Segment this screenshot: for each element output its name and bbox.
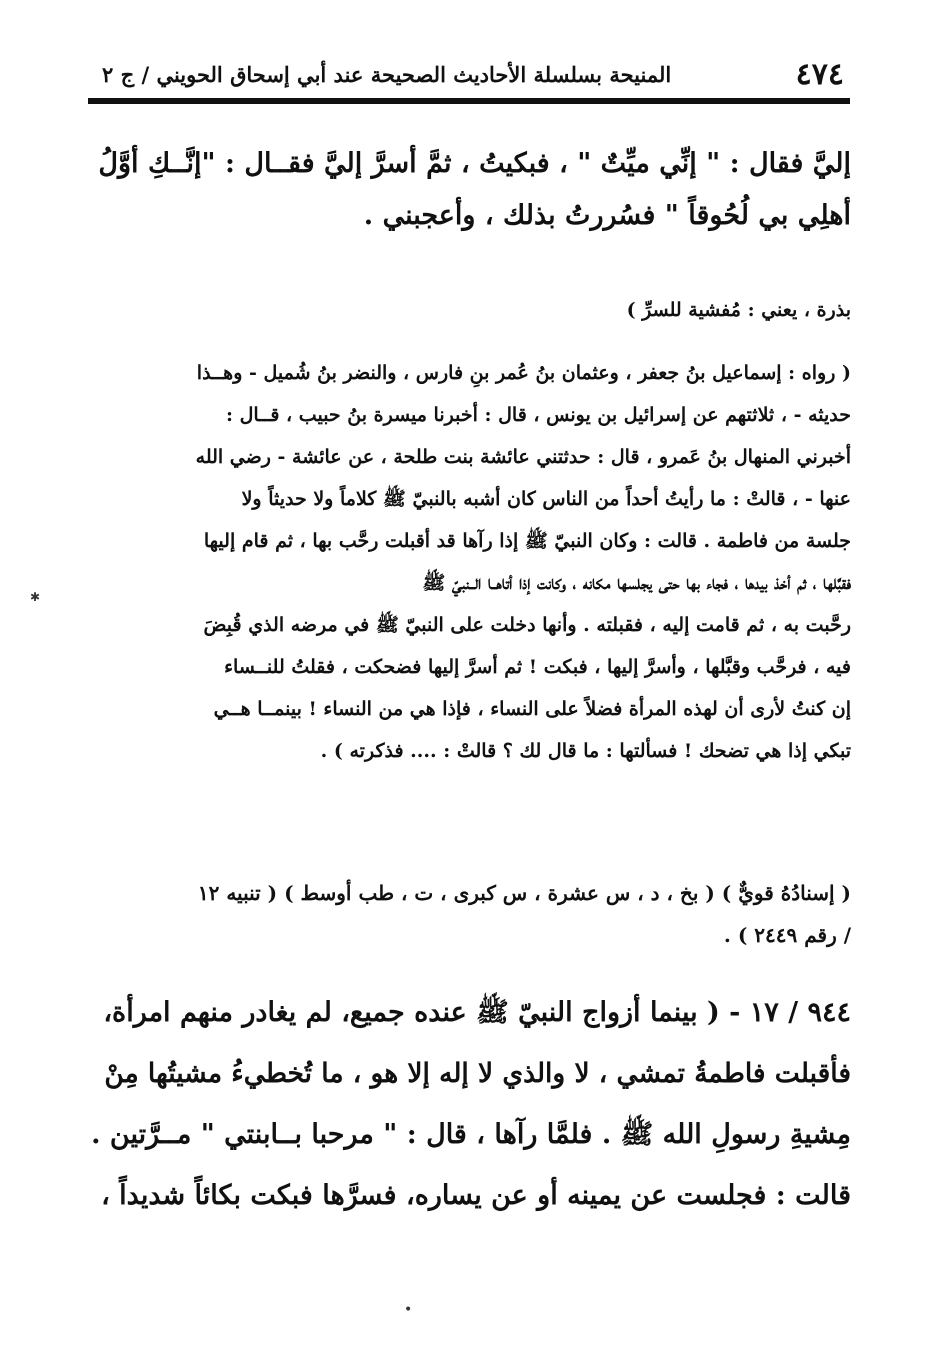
text-line: عنها - ، قالتْ : ما رأيتُ أحداً من الناس كان أشبه بالنبيّ ﷺ كلاماً ولا حديثاً ولا [241,488,851,510]
narration-block [91,352,851,772]
page-header [88,52,850,96]
text-line: جلسة من فاطمة . قالت : وكان النبيّ ﷺ إذا رآها قد أقبلت رحَّب بها ، ثم قام إليها [203,530,851,552]
text-line: حديثه - ، ثلاثتهم عن إسرائيل بن يونس ، قال : أخبرنا ميسرة بنُ حبيب ، قــال : [226,404,851,426]
text-line: ( رواه : إسماعيل بنُ جعفر ، وعثمان بنُ عُمر بنِ فارس ، والنضر بنُ شُميل - وهــذا [196,362,851,384]
scan-speck: ✱ [30,590,41,604]
page-number: ٤٧٤ [795,56,844,92]
text-line: ٩٤٤ / ١٧ - ( بينما أزواج النبيّ ﷺ عنده جميع، لم يغادر منهم امرأة، [103,997,851,1028]
text-line: ( إسنادُهُ قويٌّ ) ( بخ ، د ، س عشرة ، س كبرى ، ت ، طب أوسط ) ( تنبيه ١٢ [197,881,851,905]
text-line: فقبَّلها ، ثم أخذ بيدها ، فجاء بها حتى يجلسها مكانه ، وكانت إذا أتاهــا الــنبيّ ﷺ [422,572,851,594]
text-line: تبكي إذا هي تضحك ! فسألتها : ما قال لك ؟ قالتْ : .... فذكرته ) . [320,740,851,762]
scan-speck: • [404,1302,413,1318]
text-line: رحَّبت به ، ثم قامت إليه ، فقبلته . وأنها دخلت على النبيّ ﷺ في مرضه الذي قُبِضَ [203,614,851,636]
text-line: أخبرني المنهال بنُ عَمرو ، قال : حدثتني عائشة بنت طلحة ، عن عائشة - رضي الله [195,446,851,468]
text-line: إن كنتُ لأرى أن لهذه المرأة فضلاً على النساء ، فإذا هي من النساء ! بينمــا هــي [213,698,851,720]
text-line: فيه ، فرحَّب وقبَّلها ، وأسرَّ إليها ، فبكت ! ثم أسرَّ إليها فضحكت ، فقلتُ للنــساء [224,656,851,678]
gloss-line: بذرة ، يعني : مُفشية للسرِّ ) [626,299,851,321]
text-line: إليَّ فقال : " إنِّي ميِّتٌ " ، فبكيتُ ، ثمَّ أسرَّ إليَّ فقــال : "إنَّــكِ أوَّلُ [98,148,851,179]
header-rule [88,98,850,104]
text-line: أهلِي بي لُحُوقاً " فسُررتُ بذلك ، وأعجبني . [363,200,851,231]
grading-block [91,872,851,956]
text-line: / رقم ٢٤٤٩ ) . [723,923,851,947]
text-line: فأقبلت فاطمةُ تمشي ، لا والذي لا إله إلا هو ، ما تُخطيءُ مشيتُها مِنْ [104,1058,851,1089]
gloss-note [91,289,851,331]
text-line: قالت : فجلست عن يمينه أو عن يساره، فسرَّها فبكت بكائاً شديداً ، [101,1180,851,1211]
paragraph-continuation [91,138,851,242]
text-line: مِشيةِ رسولِ الله ﷺ . فلمَّا رآها ، قال : " مرحبا بــابنتي " مــرَّتين . [91,1119,851,1150]
hadith-944 [91,982,851,1226]
running-title: المنيحة بسلسلة الأحاديث الصحيحة عند أبي إسحاق الحويني / ج ٢ [102,61,672,87]
